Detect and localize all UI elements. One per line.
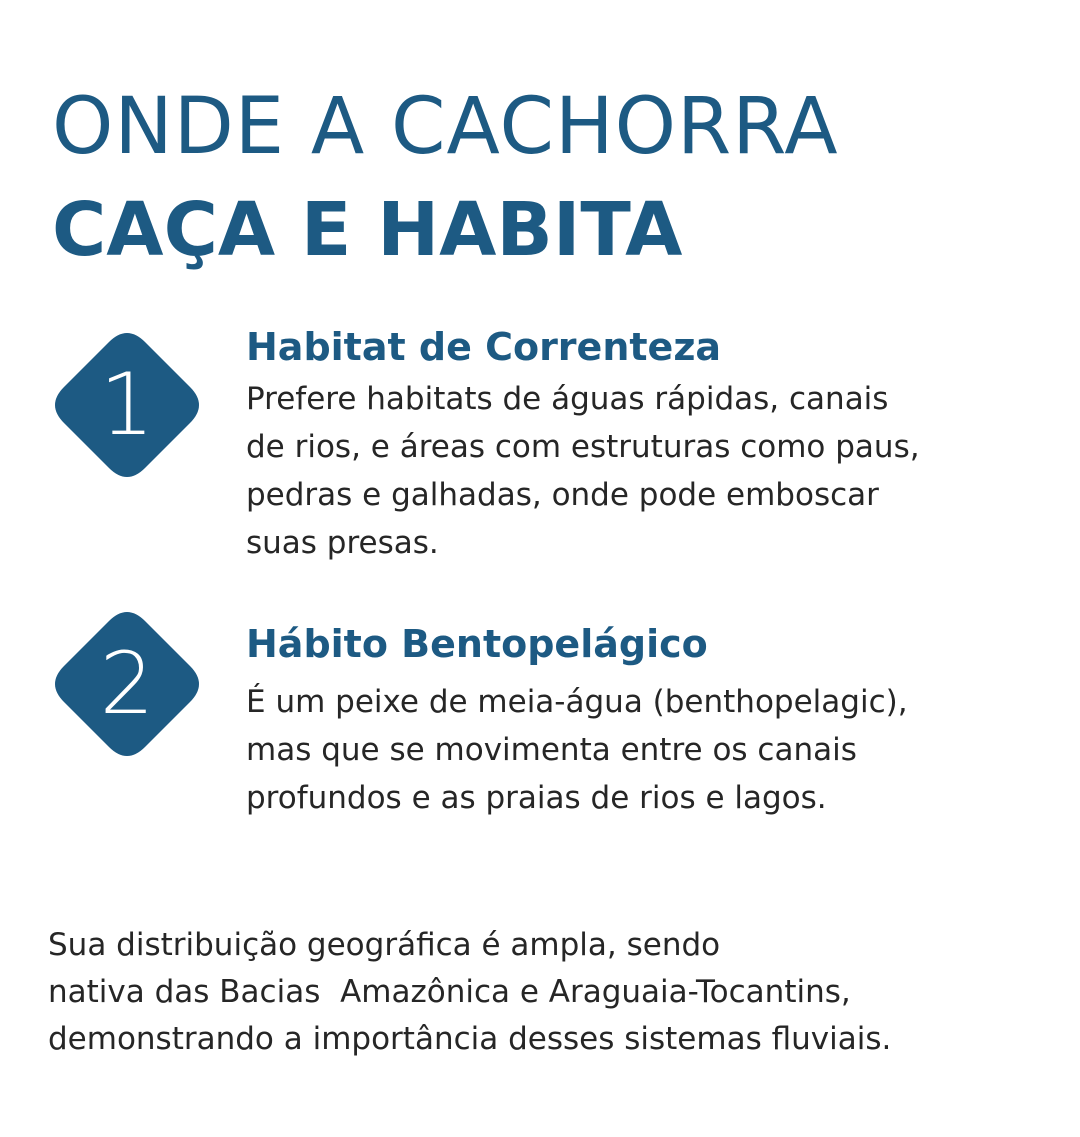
number-badge-1 [52, 330, 202, 480]
paragraph-line: demonstrando a importância desses sistemas fluviais. [48, 1021, 892, 1057]
paragraph-line: nativa das Bacias Amazônica e Araguaia-Tocantins, [48, 974, 851, 1010]
number-badge-2 [52, 609, 202, 759]
item-description [246, 678, 1046, 822]
description-line: Prefere habitats de águas rápidas, canais [246, 380, 889, 417]
habit-item [246, 622, 1046, 822]
habitat-item [246, 325, 1046, 567]
badge-number: 1 [99, 355, 155, 455]
badge-number: 2 [99, 634, 155, 734]
description-line: É um peixe de meia-água (benthopelagic), [246, 683, 908, 720]
distribution-paragraph [48, 922, 891, 1063]
description-line: mas que se movimenta entre os canais [246, 731, 857, 768]
page-title-line-2: CAÇA E HABITA [52, 187, 683, 273]
description-line: pedras e galhadas, onde pode emboscar [246, 476, 879, 513]
description-line: suas presas. [246, 524, 439, 561]
paragraph-line: Sua distribuição geográfica é ampla, sendo [48, 927, 721, 963]
item-heading: Hábito Bentopelágico [246, 622, 708, 666]
description-line: profundos e as praias de rios e lagos. [246, 779, 827, 816]
item-heading: Habitat de Correnteza [246, 325, 722, 369]
page-title-line-1: ONDE A CACHORRA [52, 82, 839, 172]
item-description [246, 375, 1046, 567]
description-line: de rios, e áreas com estruturas como paus, [246, 428, 920, 465]
